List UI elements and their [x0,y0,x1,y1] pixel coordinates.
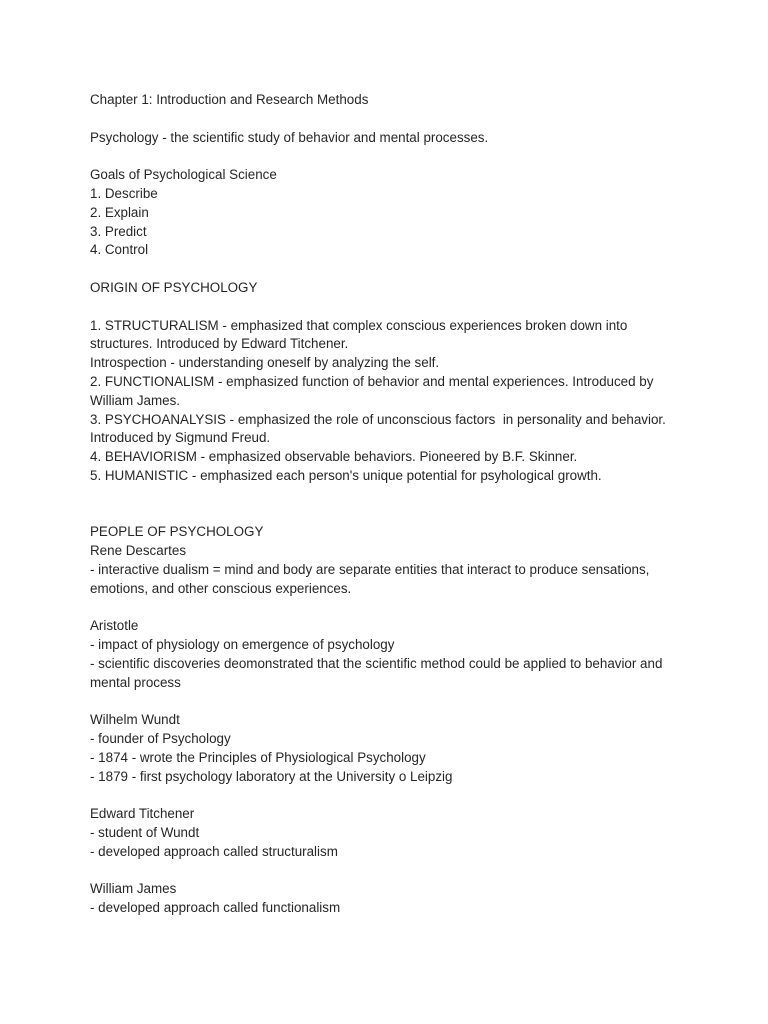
person-aristotle [90,617,690,692]
person-note: - student of Wundt [90,825,200,841]
person-note: - scientific discoveries deomonstrated that the scientific method could be applied to behavior and mental process [90,655,667,690]
goal-item: 2. Explain [90,204,149,220]
person-james [90,880,690,918]
origin-humanistic: 5. HUMANISTIC - emphasized each person's unique potential for psyhological growth. [90,467,602,483]
origin-behaviorism: 4. BEHAVIORISM - emphasized observable behaviors. Pioneered by B.F. Skinner. [90,449,578,465]
origin-psychoanalysis: 3. PSYCHOANALYSIS - emphasized the role of unconscious factors in personality and behavior. Introduced by Sigmund Freud. [90,411,670,446]
goal-item: 1. Describe [90,185,158,201]
person-note: - impact of physiology on emergence of psychology [90,637,395,653]
goals-section [90,166,690,260]
origin-introspection: Introspection - understanding oneself by analyzing the self. [90,355,440,371]
chapter-title: Chapter 1: Introduction and Research Methods [90,92,369,107]
origin-section [90,279,690,486]
goals-heading: Goals of Psychological Science [90,167,277,183]
document-page [90,91,690,918]
person-note: - 1874 - wrote the Principles of Physiological Psychology [90,749,426,765]
origin-heading: ORIGIN OF PSYCHOLOGY [90,279,258,295]
people-heading: PEOPLE OF PSYCHOLOGY [90,524,264,540]
person-name: Wilhelm Wundt [90,712,180,728]
person-name: William James [90,881,177,897]
person-note: - founder of Psychology [90,731,231,747]
origin-functionalism: 2. FUNCTIONALISM - emphasized function of behavior and mental experiences. Introduced by William James. [90,373,658,408]
person-note: - developed approach called functionalism [90,900,341,916]
goal-item: 3. Predict [90,223,147,239]
person-name: Edward Titchener [90,806,195,822]
origin-structuralism: 1. STRUCTURALISM - emphasized that complex conscious experiences broken down into structures. Introduced by Edward Titchener. [90,317,632,352]
people-section [90,523,690,918]
person-note: - 1879 - first psychology laboratory at the University o Leipzig [90,768,453,784]
person-wundt [90,711,690,786]
person-note: - interactive dualism = mind and body are separate entities that interact to produce sensations, emotions, and other conscious experiences. [90,561,654,596]
person-name: Aristotle [90,618,139,634]
psychology-definition: Psychology - the scientific study of behavior and mental processes. [90,129,489,145]
person-name: Rene Descartes [90,543,187,559]
person-note: - developed approach called structuralism [90,843,338,859]
goal-item: 4. Control [90,242,149,258]
person-descartes [90,542,690,598]
person-titchener [90,805,690,861]
